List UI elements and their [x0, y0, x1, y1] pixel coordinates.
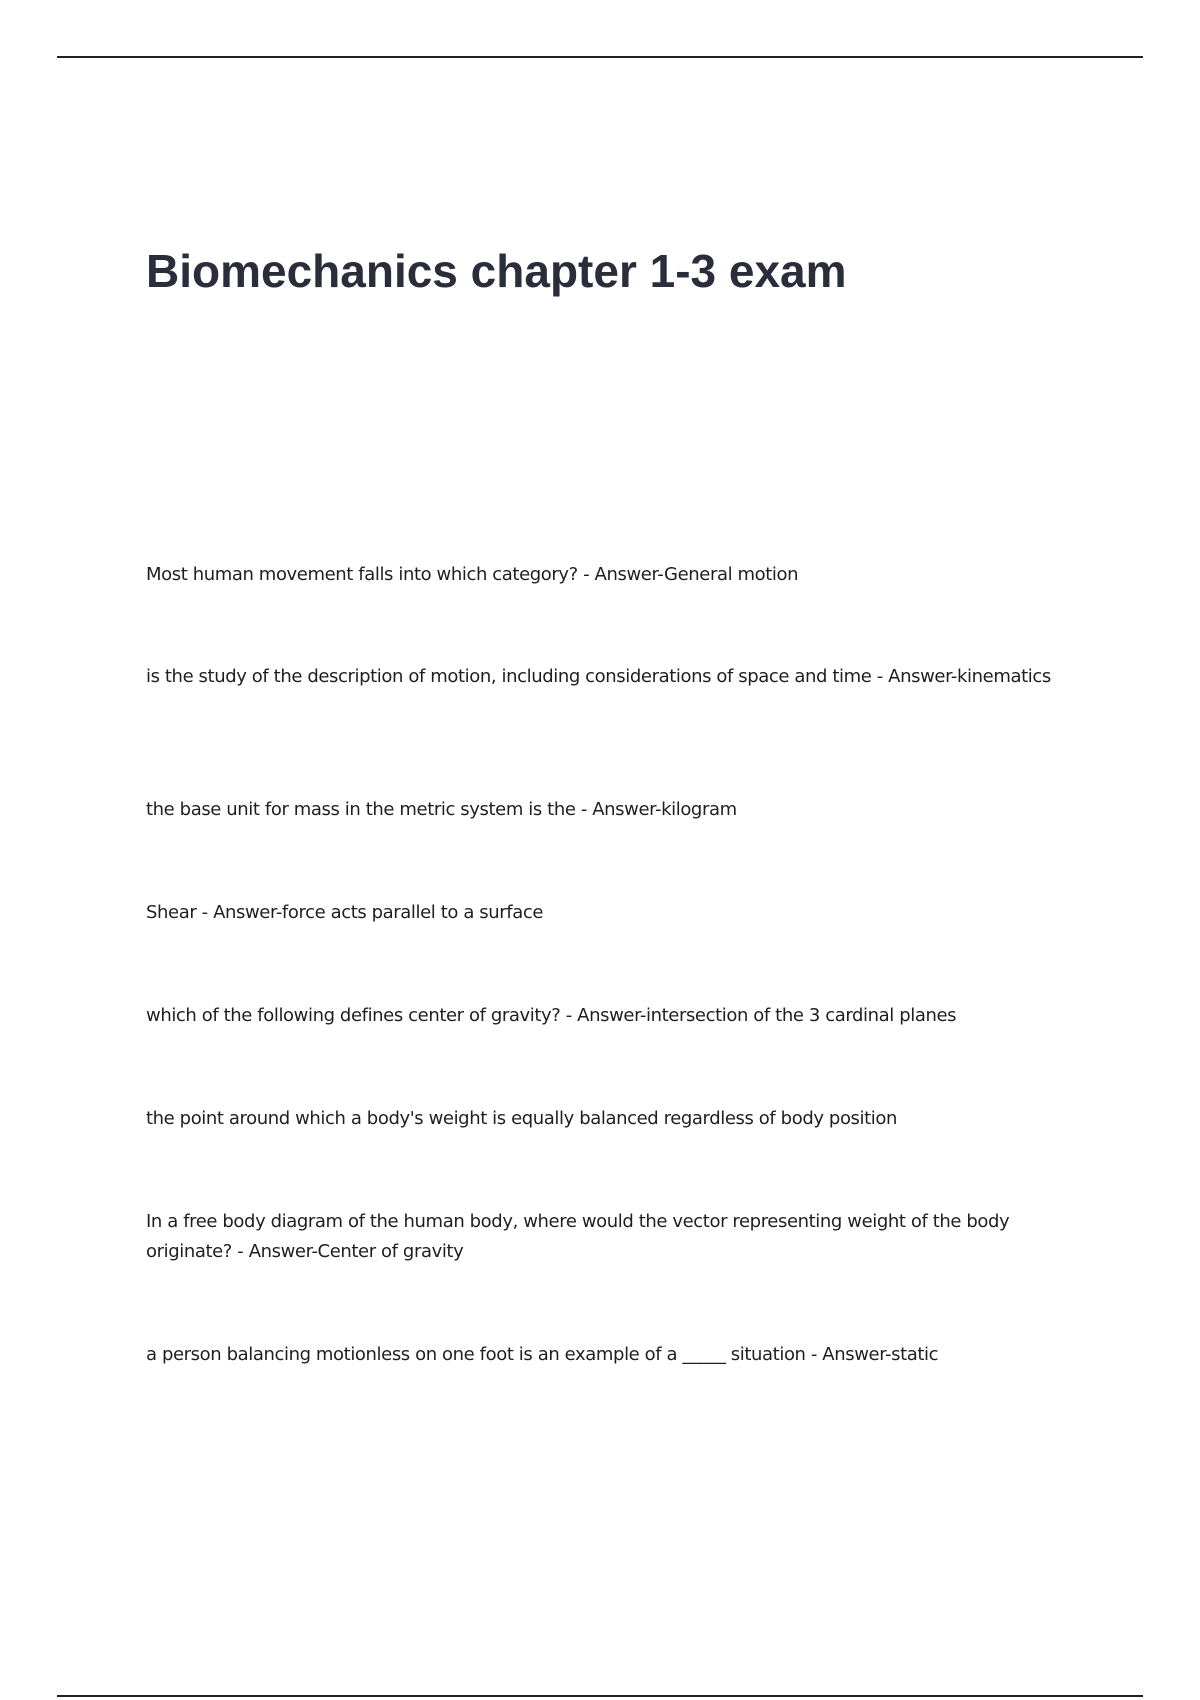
- qa-item: Shear - Answer-force acts parallel to a surface: [146, 902, 544, 923]
- qa-item: Most human movement falls into which category? - Answer-General motion: [146, 564, 799, 585]
- qa-item: the base unit for mass in the metric system is the - Answer-kilogram: [146, 799, 737, 820]
- qa-item: the point around which a body's weight is equally balanced regardless of body position: [146, 1108, 898, 1129]
- qa-item: which of the following defines center of gravity? - Answer-intersection of the 3 cardinal planes: [146, 1005, 957, 1026]
- qa-item: is the study of the description of motion, including considerations of space and time - Answer-kinematics: [146, 666, 1051, 687]
- document-title: Biomechanics chapter 1-3 exam: [146, 245, 847, 297]
- qa-item: In a free body diagram of the human body, where would the vector representing weight of the body originate? - Answer-Center of gravity: [146, 1211, 1010, 1262]
- top-rule: [57, 56, 1143, 58]
- qa-item: a person balancing motionless on one foot is an example of a _____ situation - Answer-static: [146, 1344, 939, 1365]
- bottom-rule: [57, 1695, 1143, 1697]
